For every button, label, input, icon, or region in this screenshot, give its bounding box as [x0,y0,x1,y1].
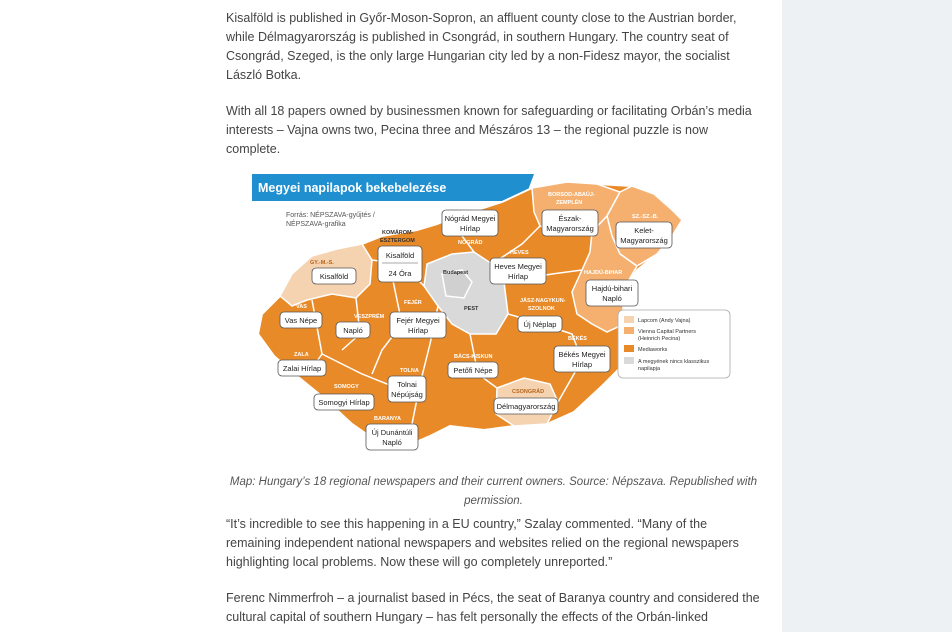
paper-hajdu-2: Napló [602,294,622,303]
county-jasz-1: JÁSZ-NAGYKUN- [520,298,566,304]
county-csongrad: CSONGRÁD [512,389,545,395]
paper-kisalfold-2: Kisalföld [385,251,415,260]
paper-uj-dunantuli-2: Napló [382,438,402,447]
paper-vas-nepe: Vas Népe [284,316,318,325]
paper-fejer-2: Hírlap [407,326,429,335]
legend-lapcom: Lapcom (Andy Vajna) [638,318,691,324]
county-bekes: BÉKÉS [568,336,587,342]
legend-none-2: napilapja [638,366,661,372]
county-borsod-2: ZEMPLÉN [556,200,583,206]
county-tolna: TOLNA [400,368,419,374]
county-vas: VAS [296,304,307,310]
paper-kisalfold: Kisalföld [319,272,349,281]
paper-heves-2: Hírlap [507,272,529,281]
legend-none-1: A megyének nincs klasszikus [638,359,710,365]
county-nograd: NÓGRÁD [458,240,483,246]
map-title: Megyei napilapok bekebelezése [258,181,447,195]
county-komarom-1: KOMÁROM- [382,230,414,236]
paragraph-3: “It’s incredible to see this happening in a EU country,” Szalay commented. “Many of the remaining independent national newspapers and websites relied on the regional newspapers highlighting local problems. Now these will go completely unreported.” [226,517,739,569]
paper-eszak-1: Észak- [558,214,582,223]
paper-hajdu-1: Hajdú-bihari [591,284,633,293]
paper-petofi: Petőfi Népe [453,366,493,375]
map-source-1: Forrás: NÉPSZAVA-gyűjtés / [286,212,375,219]
paper-kelet-2: Magyarország [620,236,668,245]
paper-uj-neplap: Új Néplap [523,320,557,329]
county-somogy: SOMOGY [334,384,359,390]
county-veszprem: VESZPRÉM [354,314,385,320]
county-baranya: BARANYA [374,416,401,422]
paper-heves-1: Heves Megyei [494,262,542,271]
paragraph-1: Kisalföld is published in Győr-Moson-Sopron, an affluent county close to the Austrian border, while Délmagyarország is published in Csongrád, in southern Hungary. The country seat of Csongrád, Szeged, is the only large Hungarian city led by a non-Fidesz mayor, the socialist László Botka. [226,11,737,82]
county-borsod-1: BORSOD-ABAÚJ- [548,192,595,198]
paper-bekes-1: Békés Megyei [558,350,606,359]
county-gyms: GY.-M.-S. [310,260,334,266]
county-pest: PEST [464,306,479,312]
county-budapest: Budapest [443,270,469,276]
legend-vienna-2: (Heinrich Pecina) [638,336,681,342]
county-szsz: SZ.-SZ.-B. [632,214,659,220]
county-bacs: BÁCS-KISKUN [454,354,493,360]
paper-eszak-2: Magyarország [546,224,594,233]
legend-mediaworks: Mediaworks [638,347,668,353]
paper-delmagyarorszag: Délmagyarország [496,402,556,411]
paper-nograd-2: Hírlap [459,224,481,233]
paper-nograd-1: Nógrád Megyei [444,214,496,223]
paper-somogyi: Somogyi Hírlap [318,398,370,407]
paragraph-2: With all 18 papers owned by businessmen known for safeguarding or facilitating Orbán’s media interests – Vajna owns two, Pecina three and Mészáros 13 – the regional puzzle is now complete. [226,104,752,156]
legend-vienna-1: Vienna Capital Partners [638,329,696,335]
right-sidebar [782,0,952,632]
county-komarom-2: ESZTERGOM [380,238,415,244]
paper-zalai: Zalai Hírlap [282,364,322,373]
paragraph-4: Ferenc Nimmerfroh – a journalist based in Pécs, the seat of Baranya country and considered the cultural capital of southern Hungary – has felt personally the effects of the Orbán-linked [226,591,760,624]
paper-fejer-1: Fejér Megyei [396,316,440,325]
newspaper-ownership-map [252,174,732,460]
paper-uj-dunantuli-1: Új Dunántúli [371,428,413,437]
county-heves: HEVES [510,250,529,256]
map-source-2: NÉPSZAVA-grafika [286,221,346,228]
county-fejer: FEJÉR [404,300,422,306]
paper-24-ora: 24 Óra [388,269,412,278]
county-zala: ZALA [294,352,309,358]
paper-kelet-1: Kelet- [634,226,654,235]
paper-bekes-2: Hírlap [571,360,593,369]
paper-naplo: Napló [343,326,363,335]
county-hajdu: HAJDÚ-BIHAR [584,270,623,276]
paper-tolnai-1: Tolnai [397,380,417,389]
paper-tolnai-2: Népújság [391,390,423,399]
map-legend [618,310,730,378]
county-jasz-2: SZOLNOK [528,306,555,312]
map-caption: Map: Hungary’s 18 regional newspapers and their current owners. Source: Népszava. Republished with permission. [229,475,758,507]
